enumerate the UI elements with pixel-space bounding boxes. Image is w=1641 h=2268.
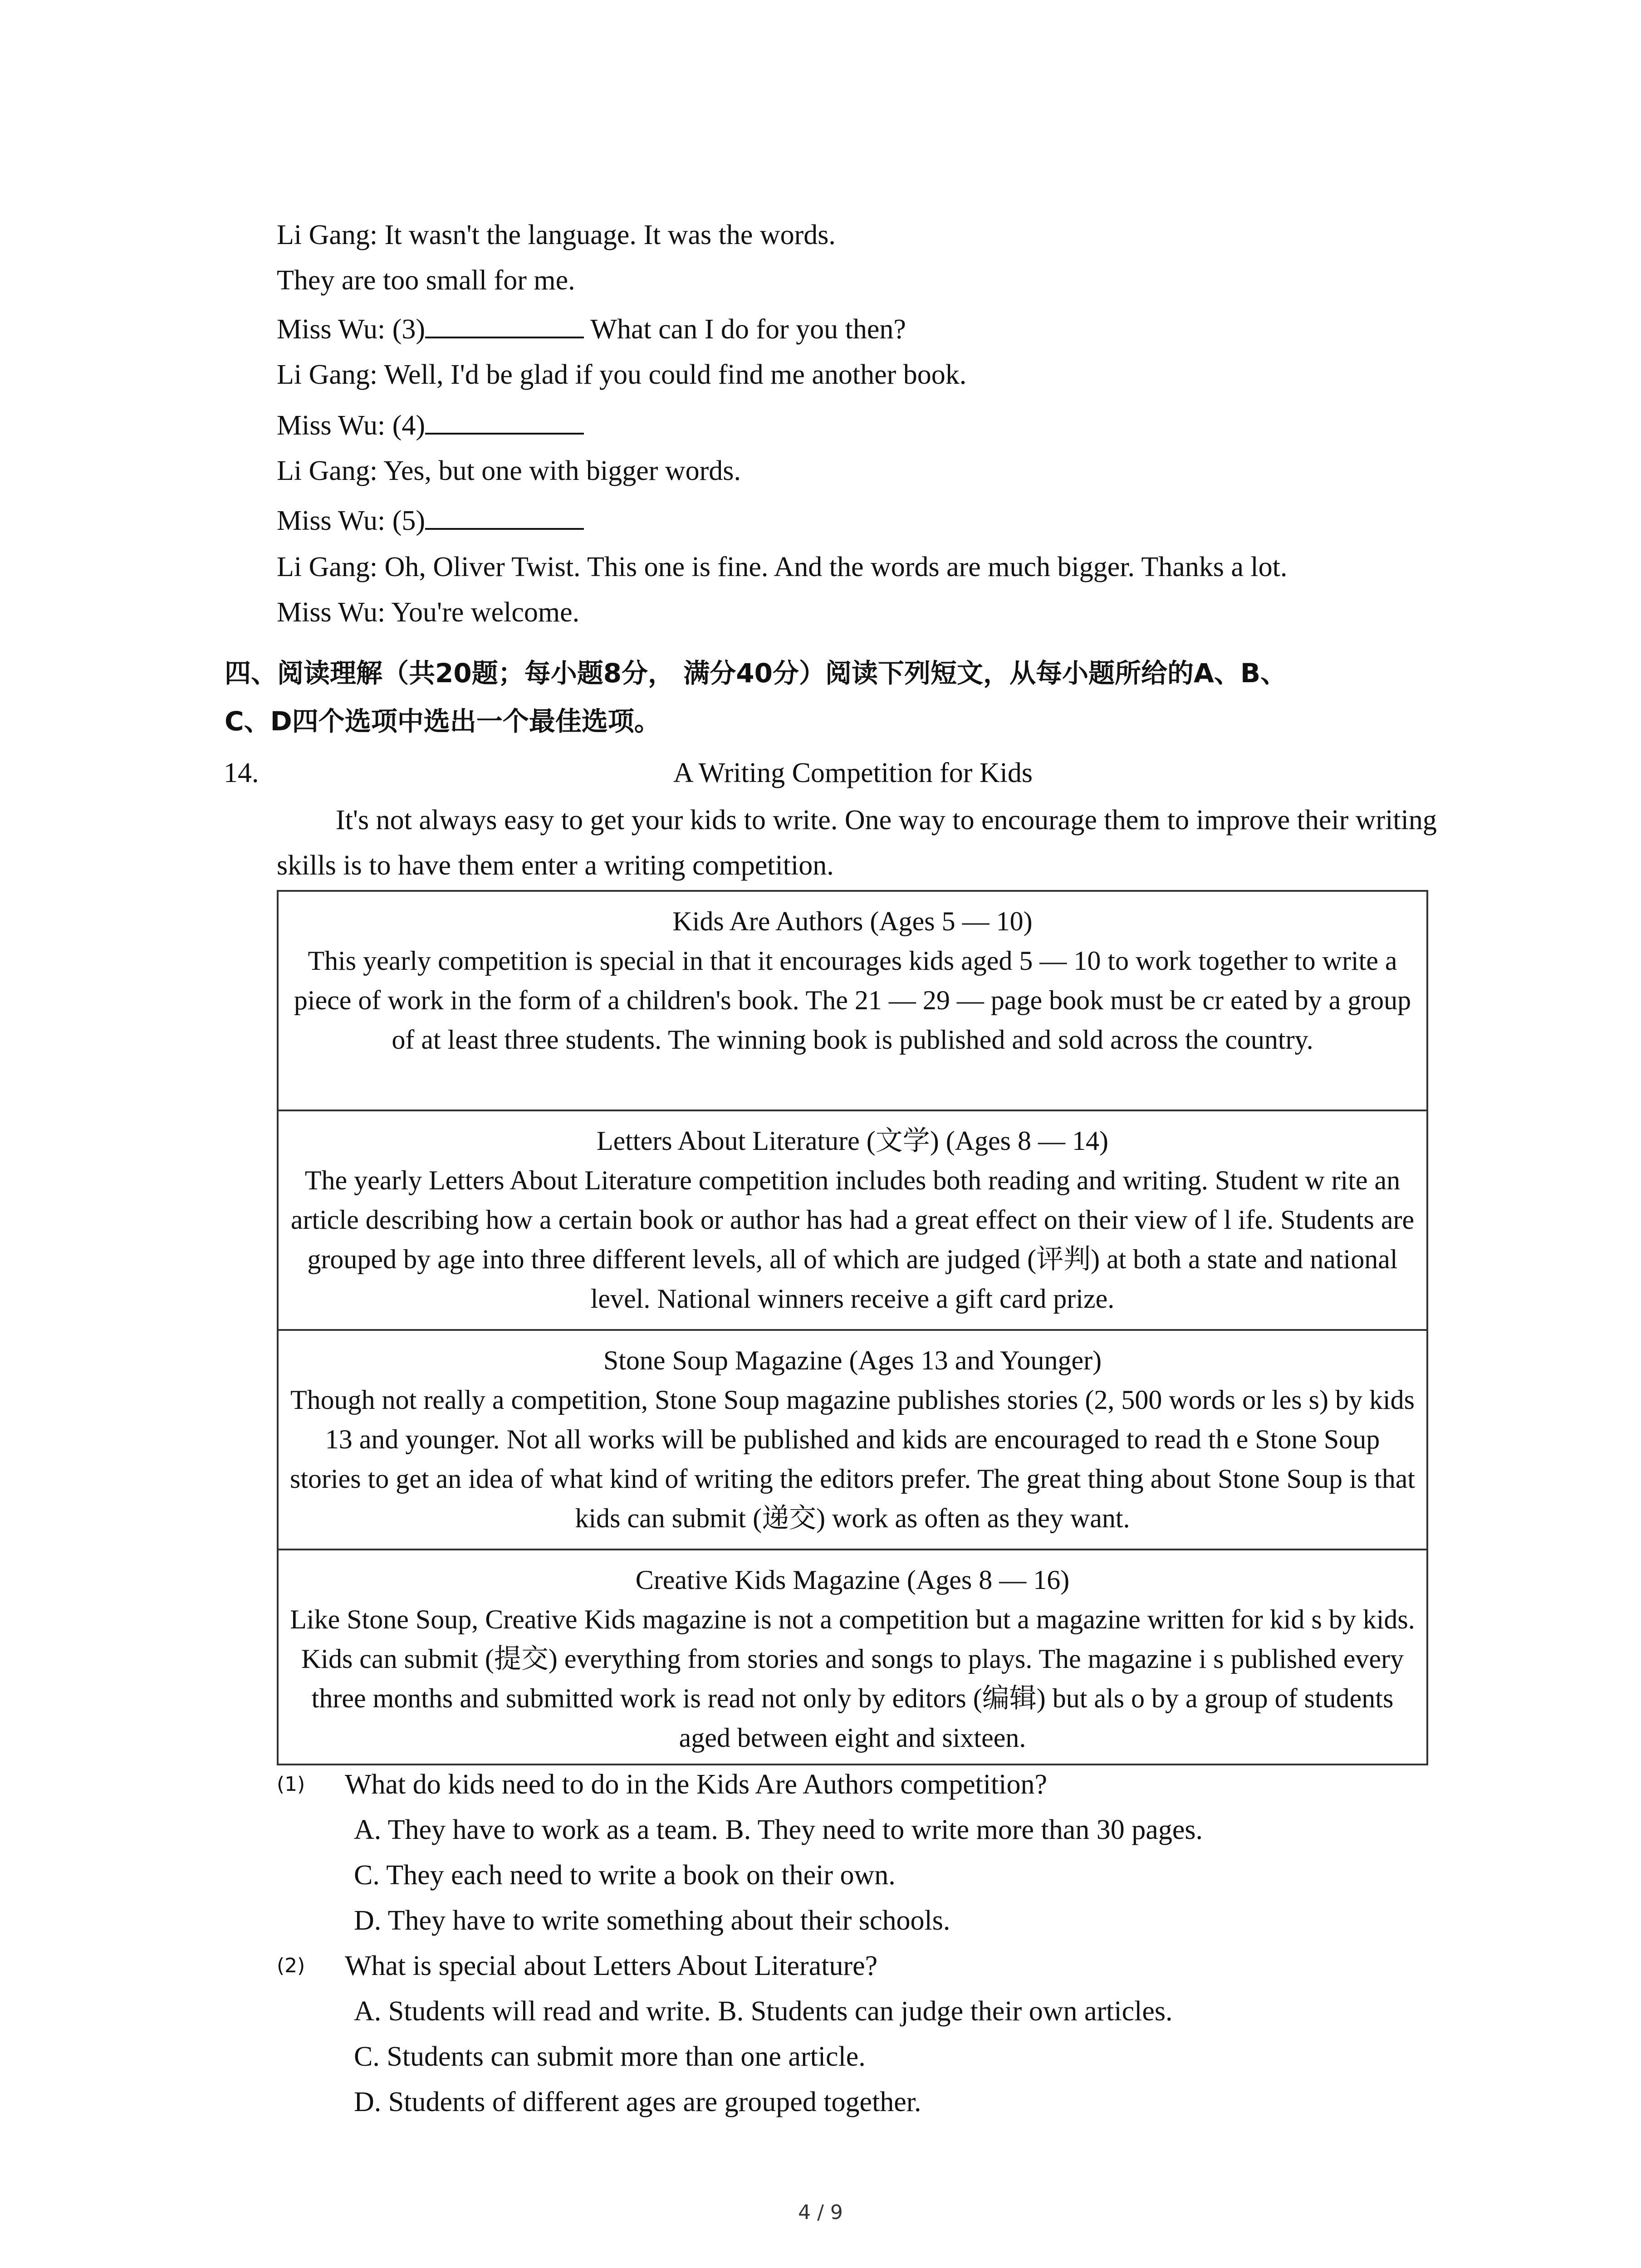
dialogue-text: Li Gang: Oh, Oliver Twist. This one is fine. And the words are much bigger. Thanks a lot. <box>277 552 1288 582</box>
dialogue-line <box>277 219 836 251</box>
dialogue-speaker: Miss Wu: (3) <box>277 314 426 345</box>
answer-blank-5[interactable] <box>425 503 584 530</box>
dialogue-text: They are too small for me. <box>277 265 575 296</box>
competition-description: Though not really a competition, Stone Soup magazine publishes stories (2, 500 words or les s) by kids 13 and younger. Not all works will be published and kids are encouraged to read th e Stone Soup stories to get an idea of what kind of writing the editors prefer. The great thing about Stone Soup is that kids can submit (递交) work as often as they want. <box>289 1385 1416 1533</box>
dialogue-line <box>277 551 1287 583</box>
answer-blank-3[interactable] <box>425 312 584 338</box>
subquestion-number: (1) <box>277 1773 305 1796</box>
competition-description: The yearly Letters About Literature competition includes both reading and writing. Student w rite an article describing how a certain book or author has had a great effect on their view of l ife. Students are grouped by age into three different levels, all of which are judged (评判) at both a state and national level. National winners receive a gift card prize. <box>290 1165 1415 1314</box>
dialogue-text: Miss Wu: You're welcome. <box>277 597 580 628</box>
dialogue-text: Li Gang: Well, I'd be glad if you could find me another book. <box>277 359 967 390</box>
dialogue-line <box>277 455 741 487</box>
dialogue-line <box>277 312 906 346</box>
answer-option[interactable]: D. They have to write something about their schools. <box>354 1905 950 1936</box>
section-heading-line-2: C、D四个选项中选出一个最佳选项。 <box>225 706 661 737</box>
dialogue-line <box>277 264 575 297</box>
competition-title: Creative Kids Magazine (Ages 8 — 16) <box>635 1565 1070 1595</box>
dialogue-line <box>277 358 966 391</box>
competition-box <box>279 1550 1426 1764</box>
dialogue-line <box>277 596 579 629</box>
dialogue-text: Li Gang: Yes, but one with bigger words. <box>277 455 741 486</box>
answer-option[interactable]: C. They each need to write a book on their own. <box>354 1860 896 1891</box>
answer-option[interactable]: A. They have to work as a team. B. They need to write more than 30 pages. <box>354 1814 1203 1845</box>
competition-description: Like Stone Soup, Creative Kids magazine is not a competition but a magazine written for kid s by kids. Kids can submit (提交) everything from stories and songs to plays. The magazine i s published every three months and submitted work is read not only by editors (编辑) but als o by a group of students aged between eight and sixteen. <box>290 1604 1415 1753</box>
passage-title: A Writing Competition for Kids <box>673 758 1033 788</box>
competition-box <box>279 1111 1426 1331</box>
answer-option[interactable]: A. Students will read and write. B. Students can judge their own articles. <box>354 1996 1173 2027</box>
subquestion-number: (2) <box>277 1954 305 1977</box>
competition-description: This yearly competition is special in that it encourages kids aged 5 — 10 to work together to write a piece of work in the form of a children's book. The 21 — 29 — page book must be cr eated by a group of at least three students. The winning book is published and sold across the country. <box>294 946 1411 1055</box>
competition-box <box>279 892 1426 1111</box>
competition-title: Stone Soup Magazine (Ages 13 and Younger) <box>603 1345 1102 1375</box>
answer-option[interactable]: C. Students can submit more than one article. <box>354 2041 866 2072</box>
dialogue-speaker: Miss Wu: (4) <box>277 410 426 441</box>
question-number: 14. <box>224 758 259 788</box>
dialogue-speaker: Miss Wu: (5) <box>277 505 426 536</box>
dialogue-text: Li Gang: It wasn't the language. It was the words. <box>277 220 836 250</box>
section-heading-line-1: 四、阅读理解（共20题；每小题8分， 满分40分）阅读下列短文，从每小题所给的A、B、 <box>225 658 1287 689</box>
page-number: 4 / 9 <box>798 2201 843 2224</box>
competition-title: Letters About Literature (文学) (Ages 8 — 14) <box>596 1126 1109 1156</box>
answer-option[interactable]: D. Students of different ages are grouped together. <box>354 2087 921 2117</box>
dialogue-text: What can I do for you then? <box>584 314 906 345</box>
dialogue-line <box>277 503 584 537</box>
answer-blank-4[interactable] <box>425 408 584 435</box>
competition-title: Kids Are Authors (Ages 5 — 10) <box>672 906 1033 936</box>
subquestion-stem: What do kids need to do in the Kids Are Authors competition? <box>345 1769 1048 1800</box>
passage-intro: It's not always easy to get your kids to write. One way to encourage them to improve their writing skills is to have them enter a writing competition. <box>277 805 1437 881</box>
dialogue-line <box>277 408 584 442</box>
subquestion-stem: What is special about Letters About Literature? <box>345 1950 878 1981</box>
competition-table <box>277 890 1428 1765</box>
competition-box <box>279 1331 1426 1550</box>
